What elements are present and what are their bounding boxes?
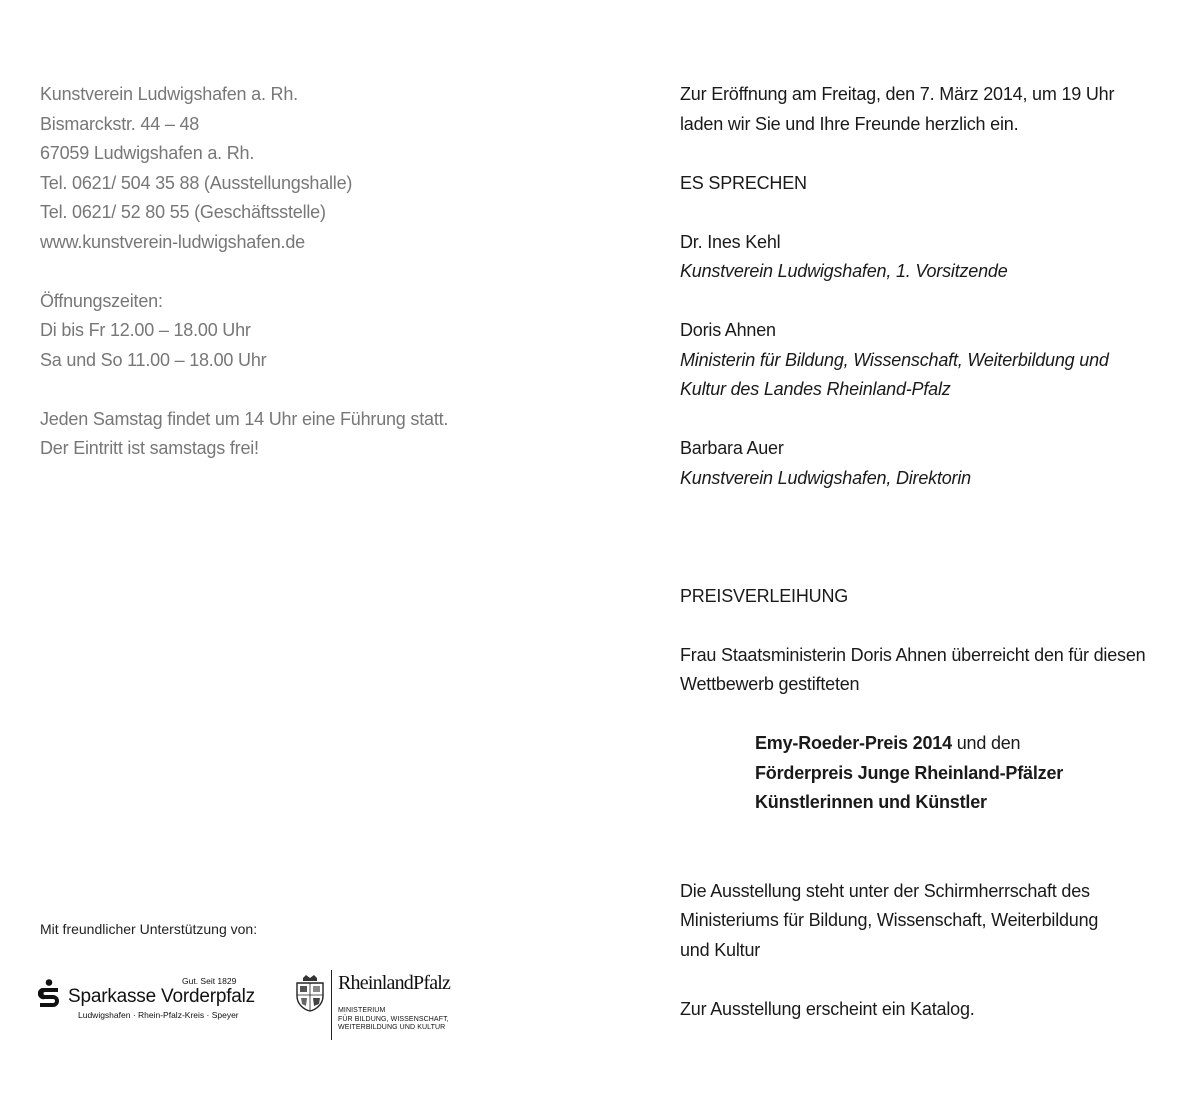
contact-column	[40, 80, 600, 464]
speaker-role: Kultur des Landes Rheinland-Pfalz	[680, 379, 951, 399]
prize-emy-roeder: Emy-Roeder-Preis 2014	[755, 733, 952, 753]
tour-note: Jeden Samstag findet um 14 Uhr eine Führung statt.	[40, 408, 449, 429]
sparkasse-logo	[38, 974, 255, 1026]
opening-hours-title: Öffnungszeiten:	[40, 290, 163, 311]
logo-divider	[331, 970, 332, 1040]
sparkasse-region: Ludwigshafen · Rhein-Pfalz-Kreis · Speyer	[78, 1010, 239, 1020]
speaker-role: Kunstverein Ludwigshafen, 1. Vorsitzende	[680, 261, 1008, 281]
prize-connector: und den	[951, 733, 1021, 753]
address-line: Kunstverein Ludwigshafen a. Rh.	[40, 84, 298, 104]
rlp-title: RheinlandPfalz	[338, 972, 451, 994]
prize-line	[680, 729, 1180, 759]
rlp-ministry-name: MINISTERIUM FÜR BILDUNG, WISSENSCHAFT, WEITERBILDUNG UND KULTUR	[338, 1007, 449, 1031]
invitation-line: Zur Eröffnung am Freitag, den 7. März 2014, um 19 Uhr	[680, 84, 1115, 104]
sparkasse-name: Sparkasse Vorderpfalz	[68, 986, 255, 1007]
coat-of-arms-icon	[295, 974, 325, 1012]
phone-exhibition-hall: Tel. 0621/ 504 35 88 (Ausstellungshalle)	[40, 172, 353, 193]
opening-hours-line: Sa und So 11.00 – 18.00 Uhr	[40, 349, 267, 370]
sparkasse-since: Gut. Seit 1829	[182, 976, 237, 986]
free-entry-note: Der Eintritt ist samstags frei!	[40, 438, 259, 458]
rlp-ministry-logo	[295, 968, 465, 1042]
patronage-line: Die Ausstellung steht unter der Schirmherrschaft des	[680, 880, 1090, 901]
award-heading: PREISVERLEIHUNG	[680, 585, 849, 606]
address-line: Bismarckstr. 44 – 48	[40, 113, 200, 134]
speakers-heading: ES SPRECHEN	[680, 172, 807, 193]
speaker-name: Dr. Ines Kehl	[680, 231, 781, 252]
phone-office: Tel. 0621/ 52 80 55 (Geschäftsstelle)	[40, 202, 326, 222]
prize-foerderpreis: Künstlerinnen und Künstler	[755, 792, 987, 812]
award-intro-line: Wettbewerb gestifteten	[680, 674, 860, 694]
opening-hours-line: Di bis Fr 12.00 – 18.00 Uhr	[40, 320, 251, 340]
support-label: Mit freundlicher Unterstützung von:	[40, 921, 258, 937]
patronage-line: Ministeriums für Bildung, Wissenschaft, Weiterbildung	[680, 910, 1099, 930]
invitation-column	[680, 80, 1180, 1024]
address-line: 67059 Ludwigshafen a. Rh.	[40, 143, 255, 163]
award-intro-line: Frau Staatsministerin Doris Ahnen überreicht den für diesen	[680, 644, 1146, 665]
catalog-note: Zur Ausstellung erscheint ein Katalog.	[680, 998, 975, 1019]
website-link[interactable]: www.kunstverein-ludwigshafen.de	[40, 231, 305, 252]
speaker-name: Barbara Auer	[680, 438, 784, 458]
prize-foerderpreis: Förderpreis Junge Rheinland-Pfälzer	[755, 762, 1064, 783]
speaker-name: Doris Ahnen	[680, 320, 776, 340]
speaker-role: Kunstverein Ludwigshafen, Direktorin	[680, 467, 971, 488]
invitation-line: laden wir Sie und Ihre Freunde herzlich ein.	[680, 113, 1019, 134]
sparkasse-s-icon	[38, 979, 60, 1009]
speaker-role: Ministerin für Bildung, Wissenschaft, Weiterbildung und	[680, 349, 1109, 370]
patronage-line: und Kultur	[680, 939, 761, 960]
